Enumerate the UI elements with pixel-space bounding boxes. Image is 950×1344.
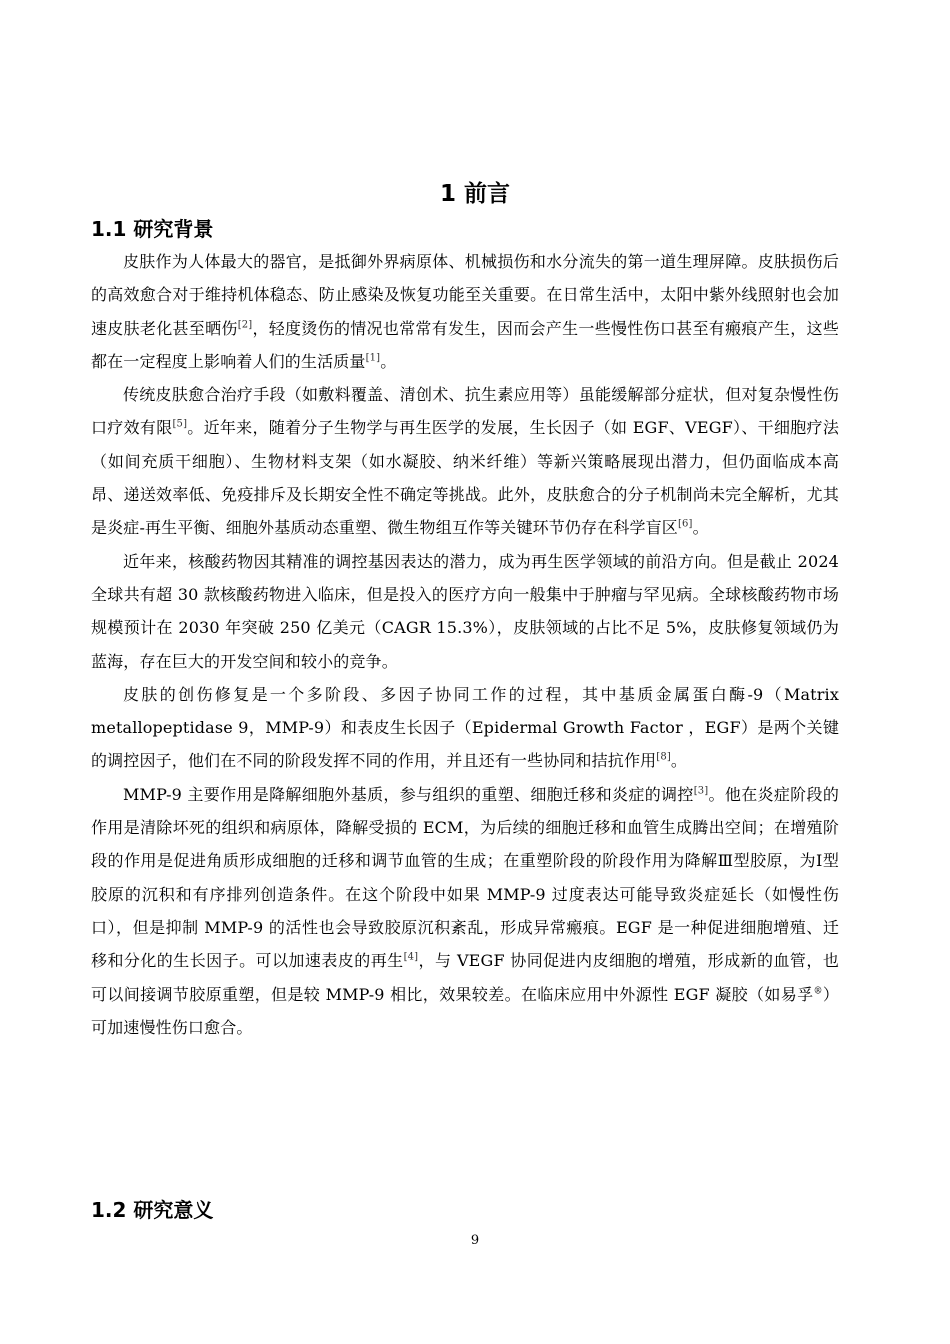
paragraph-5 [91, 778, 839, 1044]
citation: [5] [172, 419, 188, 431]
paragraph-text: 。他在炎症阶段的作用是清除坏死的组织和病原体，降解受损的 ECM，为后续的细胞迁移和血管生成腾出空间；在增殖阶段的作用是促进角质形成细胞的迁移和调节血管的生成；在重塑阶段的阶段作用为降解Ⅲ型胶原，为Ⅰ型胶原的沉积和有序排列创造条件。在这个阶段中如果 MMP-9 过度表达可能导致炎症延长（如慢性伤口），但是抑制 MMP-9 的活性也会导致胶原沉积紊乱，形成异常瘢痕。EGF 是一种促进细胞增殖、迁移和分化的生长因子。可以加速表皮的再生 [91, 784, 840, 971]
paragraph-text: 。近年来，随着分子生物学与再生医学的发展，生长因子（如 EGF、VEGF）、干细胞疗法（如间充质干细胞）、生物材料支架（如水凝胶、纳米纤维）等新兴策略展现出潜力，但仍面临成本高昂、递送效率低、免疫排斥及长期安全性不确定等挑战。此外，皮肤愈合的分子机制尚未完全解析，尤其是炎症-再生平衡、细胞外基质动态重塑、微生物组互作等关键环节仍存在科学盲区 [91, 418, 839, 538]
section-heading-research-significance: 1.2 研究意义 [91, 1198, 214, 1222]
paragraph-text: 近年来，核酸药物因其精准的调控基因表达的潜力，成为再生医学领域的前沿方向。但是截止 2024 全球共有超 30 款核酸药物进入临床，但是投入的医疗方向一般集中于肿瘤与罕见病。全球核酸药物市场规模预计在 2030 年突破 250 亿美元（CAGR 15.3%），皮肤领域的占比不足 5%，皮肤修复领域仍为蓝海，存在巨大的开发空间和较小的竞争。 [91, 551, 839, 671]
citation: [2] [237, 319, 253, 331]
paragraph-text: 皮肤作为人体最大的器官，是抵御外界病原体、机械损伤和水分流失的第一道生理屏障。皮肤损伤后的高效愈合对于维持机体稳态、防止感染及恢复功能至关重要。在日常生活中，太阳中紫外线照射也会加速皮肤老化甚至晒伤 [91, 252, 839, 338]
citation: [1] [365, 352, 381, 364]
paragraph-text: ）可加速慢性伤口愈合。 [91, 984, 839, 1037]
paragraph-text: 。 [380, 351, 397, 371]
paragraph-text: ，与 VEGF 协同促进内皮细胞的增殖，形成新的血管，也可以间接调节胶原重塑，但是较 MMP-9 相比，效果较差。在临床应用中外源性 EGF 凝胶（如易孚 [91, 951, 839, 1004]
paragraph-1 [91, 245, 839, 378]
paragraph-3 [91, 545, 839, 678]
paragraph-text: 。 [692, 518, 709, 538]
chapter-title: 1 前言 [439, 181, 510, 207]
paragraph-text: 皮肤的创伤修复是一个多阶段、多因子协同工作的过程，其中基质金属蛋白酶-9（Matrix metallopeptidase 9，MMP-9）和表皮生长因子（Epidermal Growth Factor ，EGF）是两个关键的调控因子，他们在不同的阶段发挥不同的作用，并且还有一些协同和拮抗作用 [91, 684, 839, 771]
citation: [4] [403, 951, 419, 963]
paragraph-4 [91, 678, 839, 778]
citation: [3] [693, 785, 709, 797]
citation: [6] [677, 519, 693, 531]
paragraph-text: 。 [670, 751, 688, 771]
body-text [91, 245, 839, 1044]
citation: [8] [656, 752, 671, 764]
paragraph-text: MMP-9 主要作用是降解细胞外基质，参与组织的重塑、细胞迁移和炎症的调控 [123, 784, 694, 804]
paragraph-text: ，轻度烫伤的情况也常常有发生，因而会产生一些慢性伤口甚至有瘢痕产生，这些都在一定程度上影响着人们的生活质量 [91, 318, 840, 371]
paragraph-2 [91, 378, 839, 544]
section-heading-research-background: 1.1 研究背景 [91, 217, 214, 241]
paragraph-text: 传统皮肤愈合治疗手段（如敷料覆盖、清创术、抗生素应用等）虽能缓解部分症状，但对复杂慢性伤口疗效有限 [91, 385, 839, 438]
page-number: 9 [470, 1233, 480, 1248]
registered-mark: ® [813, 986, 823, 997]
